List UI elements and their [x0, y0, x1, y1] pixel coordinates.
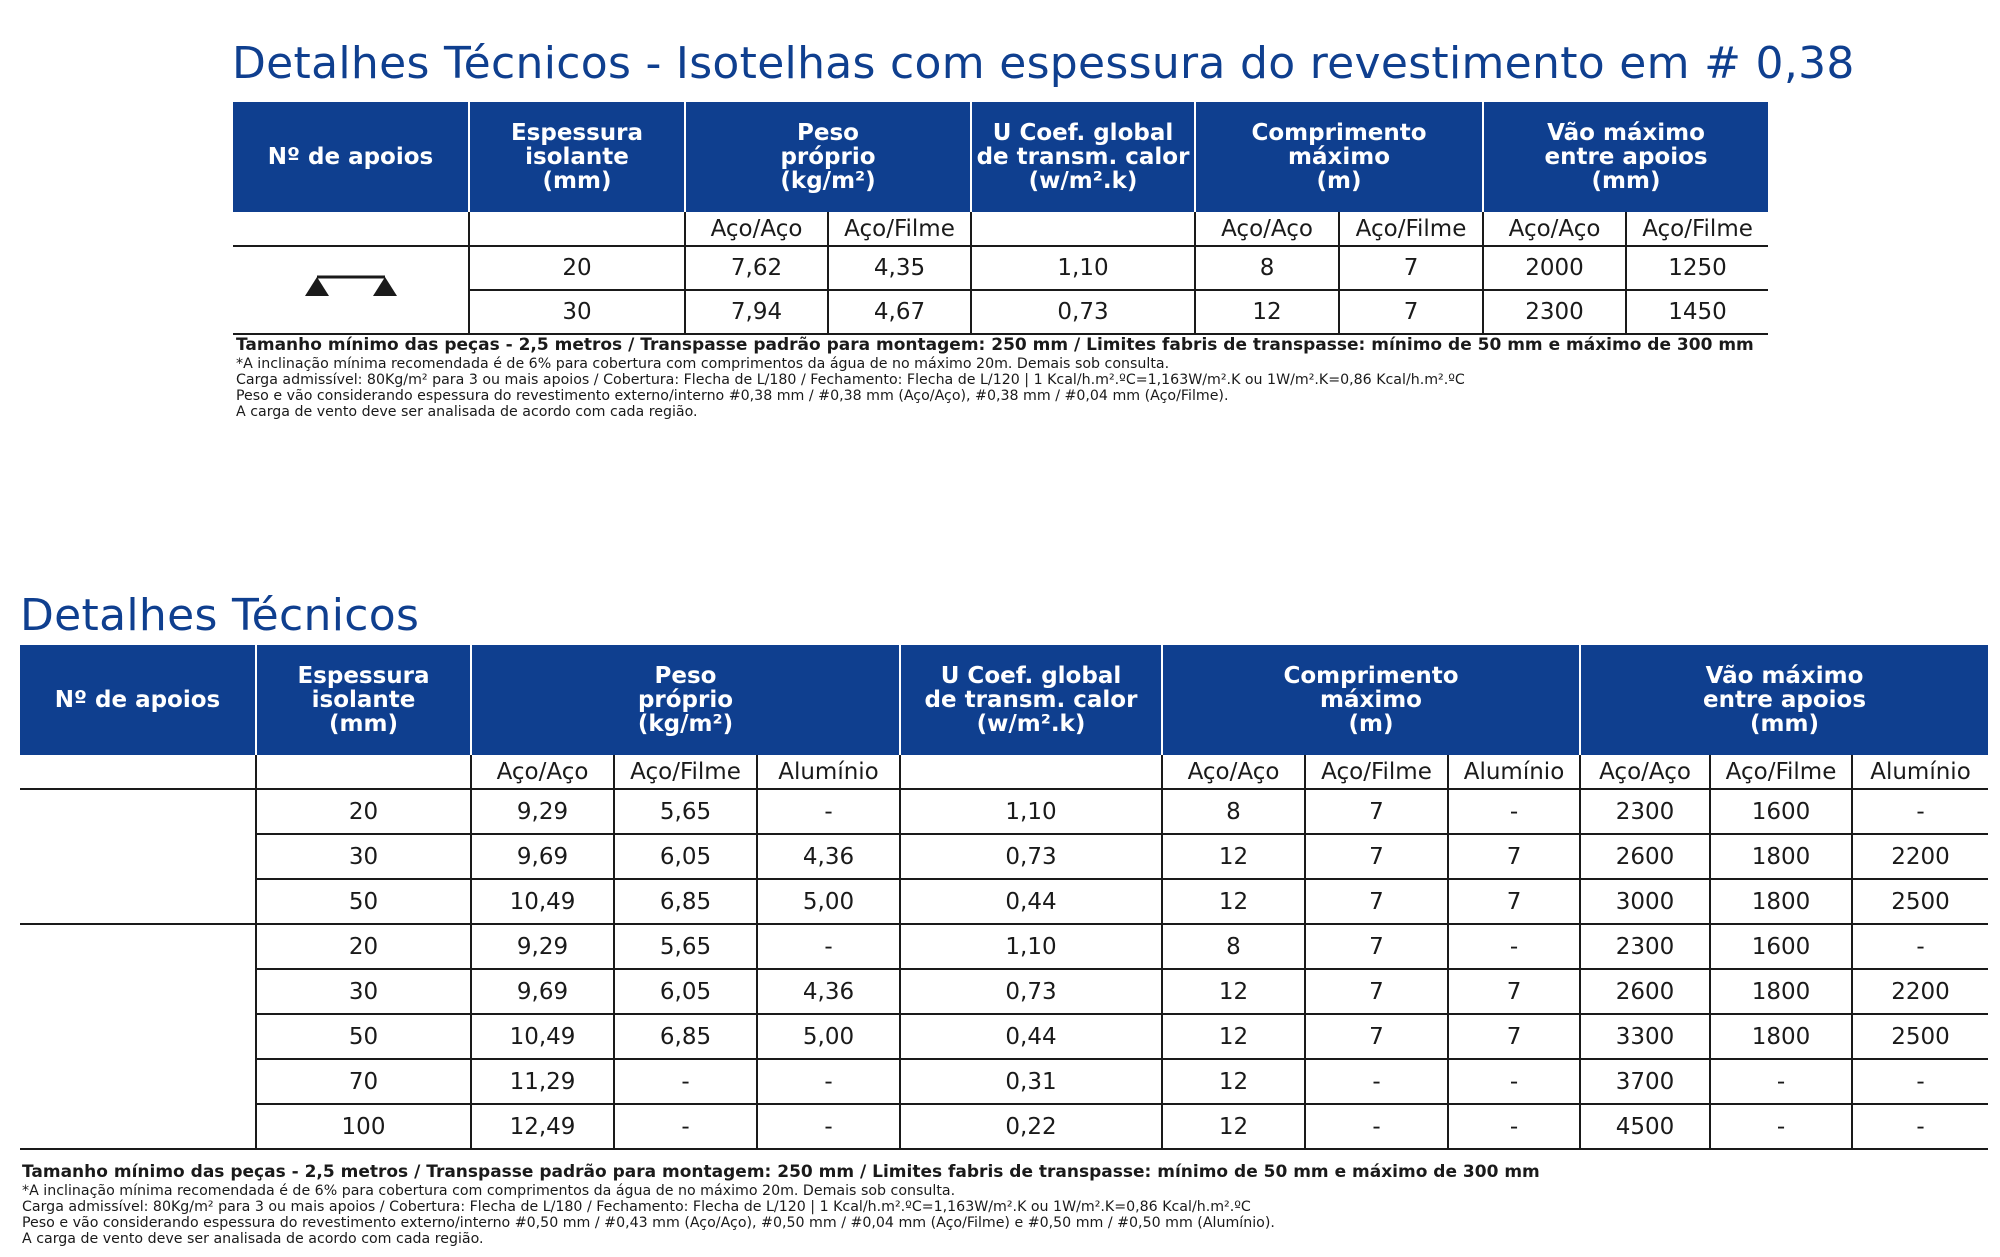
t1-r1-c6: 2300 [1483, 290, 1626, 334]
t2-r7-c3: - [757, 1104, 900, 1149]
t2-r0-c9: 1600 [1710, 789, 1852, 834]
t2-data-rows [20, 789, 1988, 1149]
t1-h-comp-1: Comprimento [1251, 120, 1427, 146]
t2-r2-c0: 50 [256, 879, 471, 924]
t1-header-apoios: Nº de apoios [233, 102, 469, 212]
t2-r3-c7: - [1448, 924, 1580, 969]
t1-sub-peso-aco-filme: Aço/Filme [828, 212, 971, 246]
t2-r6-c3: - [757, 1059, 900, 1104]
table2-title: Detalhes Técnicos [20, 590, 420, 641]
t1-h-vao-2: entre apoios [1544, 144, 1708, 170]
t2-r4-c0: 30 [256, 969, 471, 1014]
t2-r5-c0: 50 [256, 1014, 471, 1059]
t2-r5-c10: 2500 [1852, 1014, 1988, 1059]
t2-r7-c8: 4500 [1580, 1104, 1710, 1149]
t1-h-comp-2: máximo [1288, 144, 1391, 170]
t2-r2-c8: 3000 [1580, 879, 1710, 924]
t2-r3-c4: 1,10 [900, 924, 1162, 969]
t1-sub-empty-coef [971, 212, 1195, 246]
t2-header-peso [471, 645, 900, 755]
t1-header-peso [685, 102, 971, 212]
t2-r4-c5: 12 [1162, 969, 1305, 1014]
t2-r6-c0: 70 [256, 1059, 471, 1104]
t2-r7-c5: 12 [1162, 1104, 1305, 1149]
t2-r2-c1: 10,49 [471, 879, 614, 924]
t2-note-4: A carga de vento deve ser analisada de acordo com cada região. [22, 1231, 484, 1247]
t2-r5-c1: 10,49 [471, 1014, 614, 1059]
t2-r6-c1: 11,29 [471, 1059, 614, 1104]
table1 [233, 102, 1768, 335]
table-row [20, 834, 1988, 879]
t2-r4-c1: 9,69 [471, 969, 614, 1014]
t2-r3-c1: 9,29 [471, 924, 614, 969]
table-row [20, 924, 1988, 969]
t2-r5-c2: 6,85 [614, 1014, 757, 1059]
t2-h-peso-3: (kg/m²) [637, 711, 734, 737]
t1-sub-vao-aco-aco: Aço/Aço [1483, 212, 1626, 246]
t2-h-comp-1: Comprimento [1283, 663, 1459, 689]
t1-r0-c0: 20 [469, 246, 685, 290]
t1-r1-c7: 1450 [1626, 290, 1768, 334]
t1-r0-c6: 2000 [1483, 246, 1626, 290]
t2-sub-vao-aco-filme: Aço/Filme [1710, 755, 1852, 789]
t2-r5-c9: 1800 [1710, 1014, 1852, 1059]
t2-r2-c9: 1800 [1710, 879, 1852, 924]
t1-r0-c3: 1,10 [971, 246, 1195, 290]
t2-r3-c2: 5,65 [614, 924, 757, 969]
t2-sub-comp-aco-filme: Aço/Filme [1305, 755, 1448, 789]
t2-h-coef-3: (w/m².k) [976, 711, 1086, 737]
t2-h-vao-2: entre apoios [1702, 687, 1867, 713]
t1-r1-c4: 12 [1195, 290, 1339, 334]
t2-sub-peso-aco-filme: Aço/Filme [614, 755, 757, 789]
t2-r6-c9: - [1710, 1059, 1852, 1104]
t2-sub-comp-aco-aco: Aço/Aço [1162, 755, 1305, 789]
t2-r3-c6: 7 [1305, 924, 1448, 969]
t1-r0-c7: 1250 [1626, 246, 1768, 290]
t2-r6-c10: - [1852, 1059, 1988, 1104]
t2-r1-c1: 9,69 [471, 834, 614, 879]
t2-r0-c8: 2300 [1580, 789, 1710, 834]
t2-r1-c8: 2600 [1580, 834, 1710, 879]
t2-r4-c6: 7 [1305, 969, 1448, 1014]
table-row [20, 789, 1988, 834]
t2-header-vao [1580, 645, 1988, 755]
t2-r4-c2: 6,05 [614, 969, 757, 1014]
t1-r1-c0: 30 [469, 290, 685, 334]
t2-r5-c3: 5,00 [757, 1014, 900, 1059]
t1-r0-c1: 7,62 [685, 246, 828, 290]
t2-sub-empty-coef [900, 755, 1162, 789]
t2-r5-c8: 3300 [1580, 1014, 1710, 1059]
t2-r4-c10: 2200 [1852, 969, 1988, 1014]
t1-r0-c2: 4,35 [828, 246, 971, 290]
t2-h-peso-1: Peso [654, 663, 717, 689]
t2-r5-c6: 7 [1305, 1014, 1448, 1059]
t1-h-coef-3: (w/m².k) [1028, 168, 1138, 194]
t1-header-vao [1483, 102, 1768, 212]
t1-notes-bold: Tamanho mínimo das peças - 2,5 metros / Transpasse padrão para montagem: 250 mm / Limites fabris de transpasse: mínimo de 50 mm e máximo de 300 mm [236, 335, 1754, 355]
t2-r2-c7: 7 [1448, 879, 1580, 924]
t1-sub-empty [233, 212, 469, 246]
t2-r1-c7: 7 [1448, 834, 1580, 879]
t1-h-comp-3: (m) [1316, 168, 1362, 194]
t1-header-espessura [469, 102, 685, 212]
t2-h-coef-2: de transm. calor [924, 687, 1138, 713]
t1-h-esp-2: isolante [525, 144, 629, 170]
table2 [20, 645, 1988, 1150]
t1-header-coef [971, 102, 1195, 212]
t2-r4-c4: 0,73 [900, 969, 1162, 1014]
t2-r4-c7: 7 [1448, 969, 1580, 1014]
t1-r0-c5: 7 [1339, 246, 1483, 290]
t1-header-comprimento [1195, 102, 1483, 212]
t2-note-1: *A inclinação mínima recomendada é de 6% para cobertura com comprimentos da água de no máximo 20m. Demais sob consulta. [22, 1183, 956, 1199]
t1-note-4: A carga de vento deve ser analisada de acordo com cada região. [236, 404, 698, 420]
t2-sub-comp-aluminio: Alumínio [1448, 755, 1580, 789]
t2-h-coef-1: U Coef. global [940, 663, 1122, 689]
t2-r6-c5: 12 [1162, 1059, 1305, 1104]
t2-r3-c5: 8 [1162, 924, 1305, 969]
t1-h-vao-3: (mm) [1591, 168, 1661, 194]
t2-r5-c7: 7 [1448, 1014, 1580, 1059]
table-row [20, 1104, 1988, 1149]
table-row [233, 246, 1768, 290]
table-row [20, 1059, 1988, 1104]
t2-r7-c10: - [1852, 1104, 1988, 1149]
t2-header-comprimento [1162, 645, 1580, 755]
t2-r7-c7: - [1448, 1104, 1580, 1149]
t2-r7-c6: - [1305, 1104, 1448, 1149]
t1-r1-c2: 4,67 [828, 290, 971, 334]
t2-h-comp-2: máximo [1320, 687, 1422, 713]
t1-h-peso-2: próprio [780, 144, 876, 170]
t2-sub-empty [20, 755, 256, 789]
t2-r1-c9: 1800 [1710, 834, 1852, 879]
t1-h-peso-1: Peso [797, 120, 859, 146]
t1-r1-c1: 7,94 [685, 290, 828, 334]
t1-h-peso-3: (kg/m²) [780, 168, 876, 194]
t1-sub-empty-esp [469, 212, 685, 246]
t2-r1-c10: 2200 [1852, 834, 1988, 879]
t2-r3-c10: - [1852, 924, 1988, 969]
t2-apoios-group-2 [20, 924, 256, 1149]
t1-r1-c3: 0,73 [971, 290, 1195, 334]
t2-r1-c0: 30 [256, 834, 471, 879]
t2-r2-c10: 2500 [1852, 879, 1988, 924]
t2-sub-peso-aco-aco: Aço/Aço [471, 755, 614, 789]
t2-r0-c1: 9,29 [471, 789, 614, 834]
t1-h-vao-1: Vão máximo [1547, 120, 1705, 146]
t2-r2-c3: 5,00 [757, 879, 900, 924]
t2-r4-c9: 1800 [1710, 969, 1852, 1014]
t1-note-1: *A inclinação mínima recomendada é de 6% para cobertura com comprimentos da água de no máximo 20m. Demais sob consulta. [236, 356, 1170, 372]
t2-r3-c0: 20 [256, 924, 471, 969]
t2-r0-c7: - [1448, 789, 1580, 834]
t1-sub-peso-aco-aco: Aço/Aço [685, 212, 828, 246]
t2-notes-bold: Tamanho mínimo das peças - 2,5 metros / Transpasse padrão para montagem: 250 mm / Limites fabris de transpasse: mínimo de 50 mm e máximo de 300 mm [22, 1162, 1540, 1182]
t1-apoios-cell [233, 246, 469, 334]
t2-header-espessura [256, 645, 471, 755]
table2-footnotes [22, 1162, 1540, 1247]
t2-r5-c4: 0,44 [900, 1014, 1162, 1059]
t1-sub-comp-aco-filme: Aço/Filme [1339, 212, 1483, 246]
t2-r0-c0: 20 [256, 789, 471, 834]
t2-r2-c6: 7 [1305, 879, 1448, 924]
table1-footnotes [236, 335, 1754, 420]
t2-r5-c5: 12 [1162, 1014, 1305, 1059]
t1-r0-c4: 8 [1195, 246, 1339, 290]
t2-sub-peso-aluminio: Alumínio [757, 755, 900, 789]
t2-r0-c3: - [757, 789, 900, 834]
t2-r6-c7: - [1448, 1059, 1580, 1104]
t2-r0-c10: - [1852, 789, 1988, 834]
t2-header-apoios: Nº de apoios [20, 645, 256, 755]
table-row [20, 1014, 1988, 1059]
t2-r6-c4: 0,31 [900, 1059, 1162, 1104]
t2-h-vao-3: (mm) [1750, 711, 1819, 737]
t2-r7-c0: 100 [256, 1104, 471, 1149]
t2-r2-c5: 12 [1162, 879, 1305, 924]
t2-note-2: Carga admissível: 80Kg/m² para 3 ou mais apoios / Cobertura: Flecha de L/180 / Fechamento: Flecha de L/120 | 1 Kcal/h.m².ºC=1,163W/m².K ou 1W/m².K=0,86 Kcal/h.m².ºC [22, 1199, 1251, 1215]
t2-h-vao-1: Vão máximo [1705, 663, 1864, 689]
t2-r4-c3: 4,36 [757, 969, 900, 1014]
t1-sub-vao-aco-filme: Aço/Filme [1626, 212, 1768, 246]
t2-r0-c5: 8 [1162, 789, 1305, 834]
t2-r1-c6: 7 [1305, 834, 1448, 879]
t2-r1-c4: 0,73 [900, 834, 1162, 879]
t2-r0-c4: 1,10 [900, 789, 1162, 834]
t2-h-esp-1: Espessura [297, 663, 430, 689]
t2-r0-c6: 7 [1305, 789, 1448, 834]
t1-note-3: Peso e vão considerando espessura do revestimento externo/interno #0,38 mm / #0,38 mm (Aço/Aço), #0,38 mm / #0,04 mm (Aço/Filme). [236, 388, 1229, 404]
t1-note-2: Carga admissível: 80Kg/m² para 3 ou mais apoios / Cobertura: Flecha de L/180 / Fechamento: Flecha de L/120 | 1 Kcal/h.m².ºC=1,163W/m².K ou 1W/m².K=0,86 Kcal/h.m².ºC [236, 372, 1465, 388]
t2-r7-c9: - [1710, 1104, 1852, 1149]
t1-h-coef-2: de transm. calor [976, 144, 1190, 170]
t2-r1-c2: 6,05 [614, 834, 757, 879]
t2-r4-c8: 2600 [1580, 969, 1710, 1014]
t2-r6-c2: - [614, 1059, 757, 1104]
t2-r3-c9: 1600 [1710, 924, 1852, 969]
t2-h-comp-3: (m) [1348, 711, 1394, 737]
t2-r6-c8: 3700 [1580, 1059, 1710, 1104]
t1-h-coef-1: U Coef. global [992, 120, 1174, 146]
t2-r7-c1: 12,49 [471, 1104, 614, 1149]
t2-r3-c3: - [757, 924, 900, 969]
t2-r7-c4: 0,22 [900, 1104, 1162, 1149]
t2-r1-c3: 4,36 [757, 834, 900, 879]
t2-header-coef [900, 645, 1162, 755]
table-row [20, 969, 1988, 1014]
t2-h-esp-2: isolante [311, 687, 416, 713]
t2-note-3: Peso e vão considerando espessura do revestimento externo/interno #0,50 mm / #0,43 mm (Aço/Aço), #0,50 mm / #0,04 mm (Aço/Filme) e #0,50 mm / #0,50 mm (Alumínio). [22, 1215, 1275, 1231]
t2-sub-vao-aluminio: Alumínio [1852, 755, 1988, 789]
t1-h-esp-1: Espessura [510, 120, 644, 146]
t2-h-esp-3: (mm) [329, 711, 398, 737]
t1-r1-c5: 7 [1339, 290, 1483, 334]
two-support-triangles-icon [303, 274, 399, 306]
t2-r2-c2: 6,85 [614, 879, 757, 924]
t2-r1-c5: 12 [1162, 834, 1305, 879]
table1-title: Detalhes Técnicos - Isotelhas com espessura do revestimento em # 0,38 [232, 38, 1855, 89]
t2-h-peso-2: próprio [637, 687, 734, 713]
t2-r7-c2: - [614, 1104, 757, 1149]
t2-r0-c2: 5,65 [614, 789, 757, 834]
t2-r3-c8: 2300 [1580, 924, 1710, 969]
t2-sub-empty-esp [256, 755, 471, 789]
t1-sub-comp-aco-aco: Aço/Aço [1195, 212, 1339, 246]
t2-r2-c4: 0,44 [900, 879, 1162, 924]
t2-apoios-group-1 [20, 789, 256, 924]
t2-sub-vao-aco-aco: Aço/Aço [1580, 755, 1710, 789]
t1-h-esp-3: (mm) [542, 168, 612, 194]
table-row [20, 879, 1988, 924]
t2-r6-c6: - [1305, 1059, 1448, 1104]
